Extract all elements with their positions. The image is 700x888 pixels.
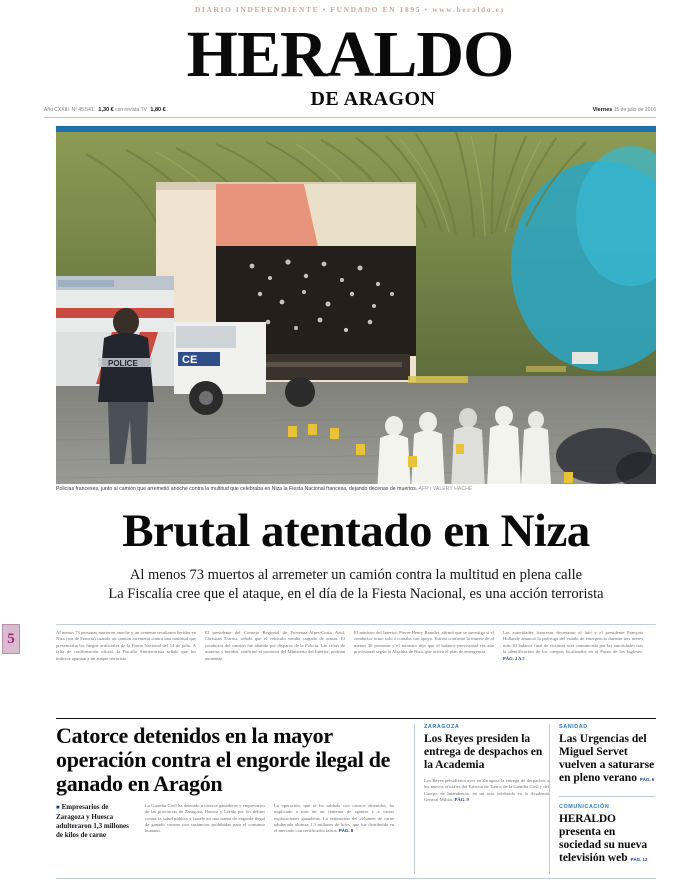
lower-section bbox=[56, 724, 656, 874]
lead-photo-illustration bbox=[56, 126, 656, 484]
secondary-body-text: La operación, que se ha saldado con catorce detenidos, ha implicado a más de un centenar de agentes y a varias explotaciones ganaderas. La estimación del volumen de carne adulterada alcanza 1,3 millones de kilos, que fue distribuida en el mercado con certificados falsos. bbox=[274, 803, 394, 834]
page-number-marker bbox=[2, 624, 20, 654]
sidebar-headline-comunicacion[interactable] bbox=[559, 813, 655, 866]
secondary-bullet-lead bbox=[56, 803, 136, 840]
sidebar-headline-sanidad-text: Las Urgencias del Miguel Servet vuelven a saturarse en pleno verano bbox=[559, 733, 655, 784]
main-headline: Brutal atentado en Niza bbox=[122, 505, 590, 557]
issue-price: 1,30 € bbox=[98, 107, 114, 113]
sidebar-page-ref-zaragoza[interactable]: PÁG. 9 bbox=[454, 796, 469, 802]
sidebar-story-comunicacion bbox=[559, 804, 655, 866]
lead-column: Al menos 73 personas murieron anoche y un centenar resultaron heridas en Niza (sur de Francia) cuando un camión arremetió contra una multitud que presenciaba los fuegos artificiales de la Fiesta Nacional del 14 de julio. A falta de confirmación oficial, la Fiscalía Antiterrorista señaló que los indicios apuntan a un ataque terrorista. bbox=[56, 630, 196, 661]
secondary-body-column: La Guardia Civil ha detenido a catorce ganaderos y empresarios de las provincias de Zaragoza, Huesca y Lérida por los delitos contra la salud pública y fraude en una trama de engorde ilegal de ganado vacuno con sustancias prohibidas para el consumo humano. bbox=[145, 803, 265, 834]
lead-divider bbox=[56, 624, 656, 625]
issue-weekday: Viernes bbox=[592, 107, 613, 113]
bullet-square-icon: ■ bbox=[56, 805, 60, 811]
photo-credit: AFP / VALERY HACHE bbox=[418, 486, 473, 492]
sidebar-brand-heraldo: HERALDO bbox=[559, 813, 616, 825]
lead-column bbox=[503, 630, 643, 712]
bullet-lead-text bbox=[56, 803, 136, 840]
slogan-bar: DIARIO INDEPENDIENTE • FUNDADO EN 1895 • www.heraldo.es bbox=[194, 4, 506, 14]
secondary-body-columns bbox=[145, 803, 395, 840]
secondary-page-ref[interactable]: PÁG. 8 bbox=[338, 828, 354, 834]
secondary-body-column bbox=[274, 803, 394, 840]
issue-price-tv: 1,80 € bbox=[150, 107, 166, 113]
bottom-divider bbox=[56, 878, 656, 879]
sidebar-story-sanidad bbox=[559, 724, 655, 786]
subheadline-group bbox=[56, 566, 656, 604]
column-divider bbox=[414, 724, 415, 874]
issue-info-right bbox=[593, 107, 656, 113]
photo-caption bbox=[56, 486, 656, 493]
page-number-marker-value: 5 bbox=[7, 630, 15, 647]
lower-section-divider bbox=[56, 718, 656, 719]
subheadline-2: La Fiscalía cree que el ataque, en el día de la Fiesta Nacional, es una acción terrorista bbox=[108, 586, 604, 602]
sidebar-page-ref-sanidad[interactable]: PÁG. 6 bbox=[639, 777, 655, 782]
sidebar-body-zaragoza bbox=[424, 778, 549, 803]
sidebar-body-text: Los Reyes presidieron ayer en Zaragoza la entrega de despachos a los nuevos oficiales del Ejército de Tierra, de la Guardia Civil y del Cuerpo de Intendencia, en un acto celebrado en la Academia General Militar. bbox=[424, 778, 549, 802]
bullet-lead-label: Empresarios de Zaragoza y Huesca adulteraron 1,3 millones de kilos de carne bbox=[56, 803, 129, 839]
sidebar-divider bbox=[559, 796, 655, 797]
sidebar-page-ref-comunicacion[interactable]: PÁG. 12 bbox=[630, 857, 648, 862]
sidebar-kicker-sanidad[interactable]: SANIDAD bbox=[559, 724, 588, 730]
lead-page-ref[interactable]: PÁG. 2 A 5 bbox=[503, 655, 525, 661]
sidebar-kicker-zaragoza[interactable]: ZARAGOZA bbox=[424, 724, 460, 730]
sidebar-headline-sanidad[interactable] bbox=[559, 733, 655, 786]
masthead-divider bbox=[44, 117, 656, 118]
sidebar-kicker-comunicacion[interactable]: COMUNICACIÓN bbox=[559, 804, 610, 810]
issue-info-row bbox=[44, 104, 656, 116]
masthead-subtitle: DE ARAGON bbox=[310, 88, 436, 110]
masthead-title: HERALDO bbox=[186, 18, 514, 91]
lead-photo bbox=[56, 126, 656, 484]
lead-column: El ministro del Interior, Pierre-Henry Brandet, afirmó que se investiga si el conductor actuó solo o contaba con apoyo. Estrosi confirmó la muerte de al menos 30 personas y el ministro dijo que el balance provisional era aún provisional según la Alcaldía de Niza, que activó el plan de emergencia. bbox=[354, 630, 494, 655]
lead-column-text: Las autoridades francesas decretaron el luto y el presidente François Hollande anunció la prórroga del estado de emergencia durante tres meses más. El balance final de víctimas será comunicado por las autoridades tras la identificación de los cuerpos localizados en el Paseo de los Ingleses. bbox=[503, 630, 643, 655]
issue-date: 15 de julio de 2016 bbox=[613, 107, 656, 113]
sidebar-headline-zaragoza[interactable]: Los Reyes presiden la entrega de despachos en la Academia bbox=[424, 733, 543, 771]
sidebar-column-right bbox=[559, 724, 655, 874]
issue-number: Año CXXIII. Nº 45.541. bbox=[44, 107, 96, 113]
sidebar-headline-comunicacion-text: presenta en sociedad su nueva televisión web bbox=[559, 826, 648, 864]
photo-caption-text: Policías franceses, junto al camión que arremetió anoche contra la multitud que celebraba en Niza la Fiesta Nacional francesa, dejando decenas de muertos. bbox=[56, 486, 418, 492]
column-divider bbox=[549, 724, 550, 874]
subheadline-1: Al menos 73 muertos al arremeter un camión contra la multitud en plena calle bbox=[129, 567, 583, 583]
secondary-headline[interactable]: Catorce detenidos en la mayor operación contra el engorde ilegal de ganado en Aragón bbox=[56, 723, 391, 796]
issue-price-note: con revista TV bbox=[115, 107, 147, 113]
secondary-story bbox=[56, 724, 414, 874]
svg-text:POLICE: POLICE bbox=[108, 359, 138, 368]
issue-info-left bbox=[44, 107, 166, 113]
secondary-bullets bbox=[56, 803, 404, 840]
svg-text:CE: CE bbox=[182, 354, 198, 366]
sidebar-story-zaragoza bbox=[424, 724, 549, 874]
lead-column: El presidente del Consejo Regional de Provenza-Alpes-Costa Azul, Christian Estrosi, señaló que el vehículo vendía cargado de armas. El conductor del camión fue abatido por disparos de la Policía. Las cifras de muertos y heridos, confirmó el portavoz del Ministerio del Interior, podrían aumentar. bbox=[205, 630, 345, 661]
lead-body-columns bbox=[56, 630, 656, 712]
